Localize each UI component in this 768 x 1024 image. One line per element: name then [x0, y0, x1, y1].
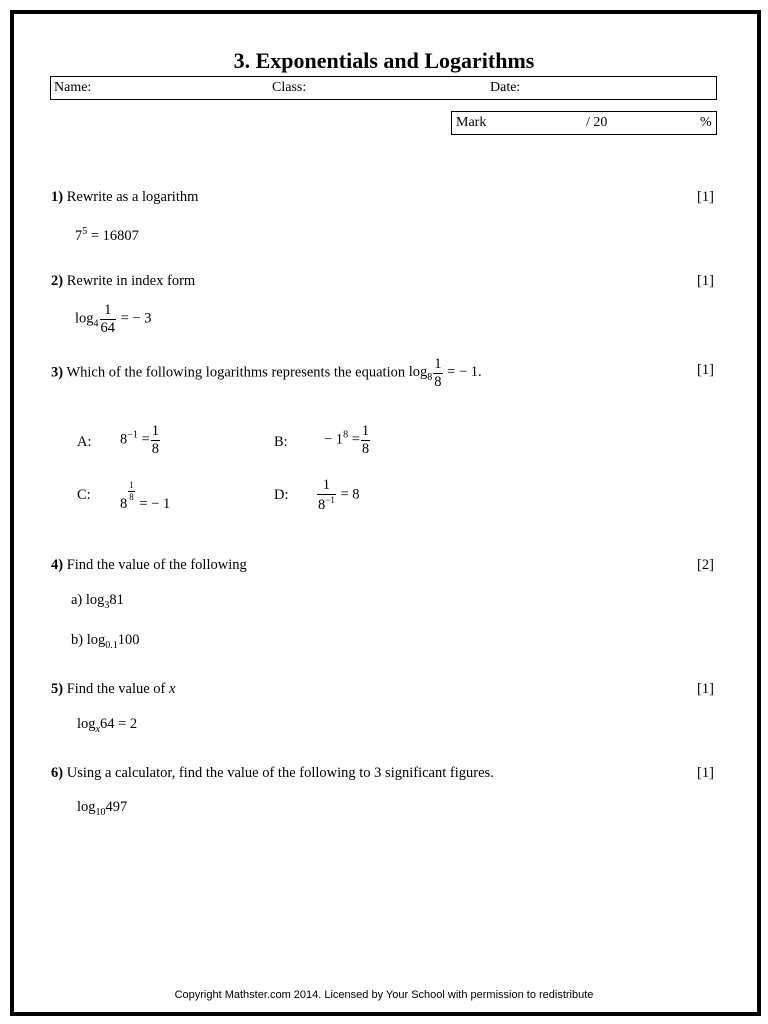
question-4 — [51, 557, 247, 574]
option-b-label: B: — [274, 434, 288, 450]
copyright-footer: Copyright Mathster.com 2014. Licensed by Your School with permission to redistribute — [174, 989, 594, 1001]
expression: $\log_4$ $\frac{1}{64}$ = − 3 — [75, 302, 152, 336]
expression: $\log_{10}497$ — [77, 799, 128, 818]
question-text: Which of the following logarithms represents the equation — [66, 364, 406, 381]
mark-label: Mark — [456, 115, 487, 130]
question-6 — [51, 765, 494, 782]
question-text: Find the value of — [66, 681, 166, 697]
variable-x: x — [169, 681, 176, 697]
student-info-box — [50, 76, 717, 100]
question-5 — [51, 681, 175, 698]
question-text: Using a calculator, find the value of the following to 3 significant figures. — [66, 765, 494, 781]
option-c: 8 $\frac{1}{8}$ = − 1 — [120, 480, 171, 512]
mark-box — [451, 111, 717, 135]
expression: $\log_x64 = 2$ — [77, 716, 138, 735]
question-number: 4) — [51, 557, 64, 573]
option-d: $\frac{1}{8^{-1}}$ = 8 — [318, 477, 360, 513]
question-text: Rewrite in index form — [66, 273, 196, 289]
question-2 — [51, 273, 195, 290]
question-number: 5) — [51, 681, 64, 697]
mark-out-of: / 20 — [586, 115, 608, 130]
option-c-label: C: — [77, 487, 91, 503]
part-a: a) $\log_381$ — [71, 592, 124, 611]
option-b: − $1^8$ = $\frac{1}{8}$ — [324, 423, 370, 457]
equation: $\log_8$ $\frac{1}{8}$ = − 1. — [408, 356, 482, 390]
question-marks: [2] — [697, 557, 714, 573]
question-marks: [1] — [697, 273, 714, 289]
question-text: Find the value of the following — [66, 557, 247, 573]
question-number: 6) — [51, 765, 64, 781]
mark-percent: % — [700, 115, 712, 130]
question-number: 1) — [51, 189, 64, 205]
question-marks: [1] — [697, 189, 714, 205]
question-3 — [51, 357, 482, 389]
option-d-label: D: — [274, 487, 289, 503]
option-a: $8^{-1}$ = $\frac{1}{8}$ — [120, 423, 159, 457]
question-marks: [1] — [697, 765, 714, 781]
worksheet-title: 3. Exponentials and Logarithms — [233, 48, 535, 73]
question-marks: [1] — [697, 681, 714, 697]
fraction: $\frac{1}{64}$ — [100, 302, 116, 336]
name-label: Name: — [54, 80, 92, 95]
option-a-label: A: — [77, 434, 92, 450]
question-marks: [1] — [697, 362, 714, 378]
date-label: Date: — [490, 80, 521, 95]
question-1 — [51, 189, 198, 206]
page-border — [10, 10, 761, 1016]
part-b: b) $\log_{0.1}100$ — [71, 632, 140, 651]
class-label: Class: — [272, 80, 307, 95]
question-number: 2) — [51, 273, 64, 289]
expression: $7^5 = 16807$ — [75, 226, 139, 244]
question-text: Rewrite as a logarithm — [66, 189, 199, 205]
question-number: 3) — [51, 364, 64, 381]
